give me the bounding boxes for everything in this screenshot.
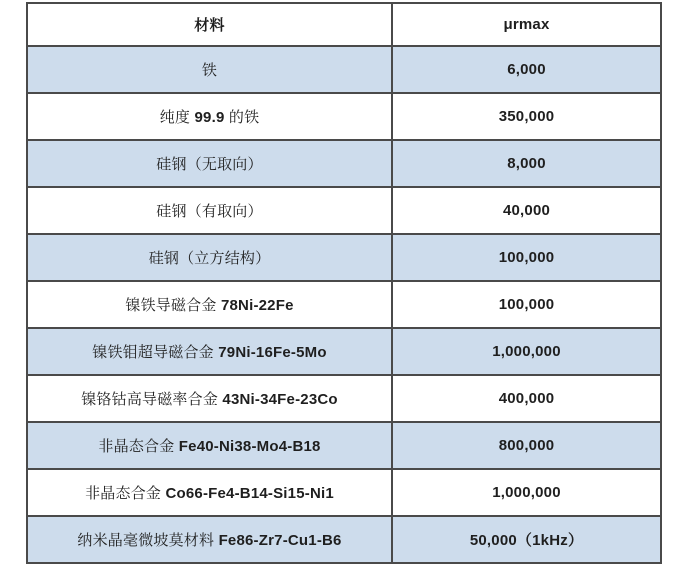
table-row <box>27 140 661 187</box>
material-cell <box>27 93 392 140</box>
material-name: 纳米晶毫微坡莫材料 <box>77 532 219 549</box>
urmax-value-cell: 800,000 <box>392 422 661 469</box>
material-code: 99.9 <box>194 109 225 126</box>
table-row <box>27 328 661 375</box>
material-name: 硅钢（立方结构） <box>148 250 271 267</box>
table-body <box>27 46 661 563</box>
urmax-value-cell: 1,000,000 <box>392 469 661 516</box>
table-row <box>27 281 661 328</box>
urmax-value-cell: 400,000 <box>392 375 661 422</box>
urmax-value-cell: 100,000 <box>392 281 661 328</box>
table-row <box>27 375 661 422</box>
header-row <box>27 3 661 46</box>
material-name: 非晶态合金 <box>98 438 179 455</box>
material-cell <box>27 328 392 375</box>
material-name: 镍铬钴高导磁率合金 <box>81 391 223 408</box>
urmax-value-cell: 1,000,000 <box>392 328 661 375</box>
urmax-value-cell: 50,000（1kHz） <box>392 516 661 563</box>
material-name: 镍铁导磁合金 <box>125 297 221 314</box>
urmax-value-cell: 6,000 <box>392 46 661 93</box>
urmax-value-cell: 350,000 <box>392 93 661 140</box>
material-code: Co66-Fe4-B14-Si15-Ni1 <box>165 485 334 502</box>
material-code: Fe86-Zr7-Cu1-B6 <box>218 532 342 549</box>
material-cell <box>27 46 392 93</box>
material-code: Fe40-Ni38-Mo4-B18 <box>178 438 321 455</box>
materials-permeability-table <box>26 2 662 564</box>
material-name: 镍铁钼超导磁合金 <box>92 344 219 361</box>
material-cell <box>27 281 392 328</box>
urmax-value-cell: 8,000 <box>392 140 661 187</box>
table-row <box>27 46 661 93</box>
material-cell <box>27 422 392 469</box>
material-name: 硅钢（无取向） <box>156 156 263 173</box>
table-row <box>27 422 661 469</box>
table-row <box>27 469 661 516</box>
material-code: 79Ni-16Fe-5Mo <box>218 344 327 361</box>
table-row <box>27 187 661 234</box>
material-name: 非晶态合金 <box>85 485 166 502</box>
table-row <box>27 516 661 563</box>
material-name: 铁 <box>201 62 218 79</box>
header-urmax: μrmax <box>392 3 661 46</box>
material-code: 43Ni-34Fe-23Co <box>222 391 338 408</box>
material-cell <box>27 187 392 234</box>
material-cell <box>27 469 392 516</box>
urmax-value-cell: 100,000 <box>392 234 661 281</box>
material-name: 纯度 <box>159 109 195 126</box>
material-code: 78Ni-22Fe <box>220 297 294 314</box>
material-name: 的铁 <box>224 109 260 126</box>
material-cell <box>27 234 392 281</box>
table-row <box>27 93 661 140</box>
table-row <box>27 234 661 281</box>
header-material: 材料 <box>27 3 392 46</box>
material-cell <box>27 140 392 187</box>
urmax-value-cell: 40,000 <box>392 187 661 234</box>
material-name: 硅钢（有取向） <box>156 203 263 220</box>
material-cell <box>27 375 392 422</box>
material-cell <box>27 516 392 563</box>
